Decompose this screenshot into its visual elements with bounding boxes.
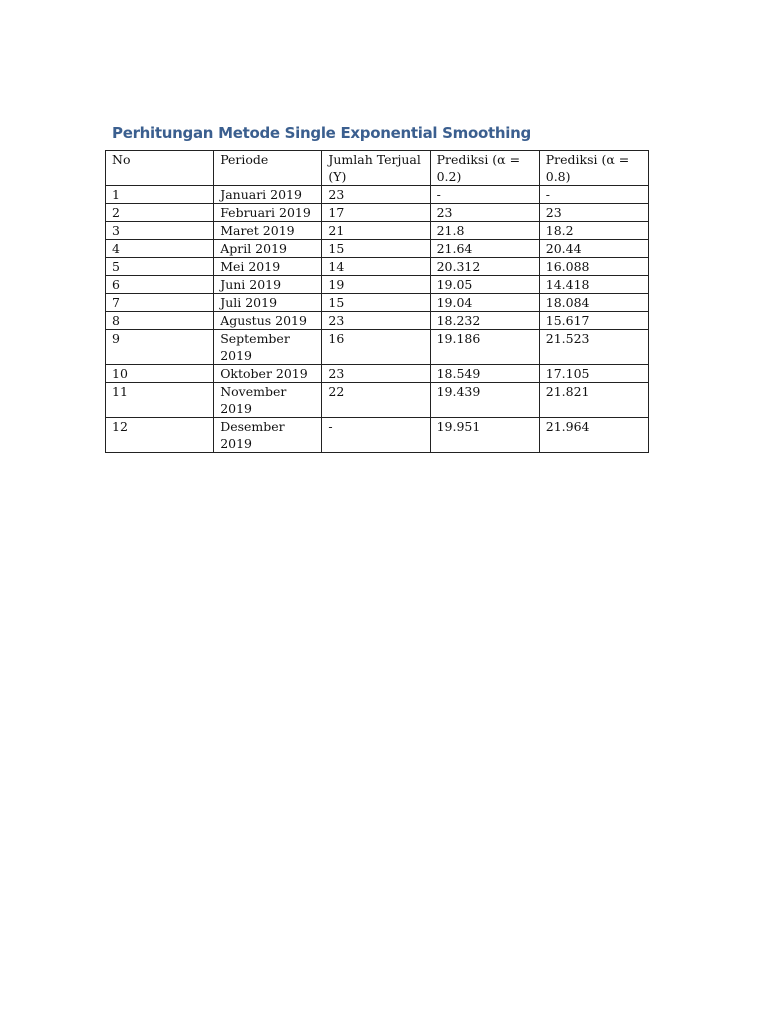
cell-no: 10 bbox=[106, 365, 214, 383]
table-row bbox=[106, 418, 649, 453]
cell-jumlah: 15 bbox=[322, 294, 430, 312]
cell-prediksi-08: 18.2 bbox=[539, 222, 648, 240]
cell-prediksi-08: 21.821 bbox=[539, 383, 648, 418]
cell-no: 5 bbox=[106, 258, 214, 276]
cell-jumlah: 16 bbox=[322, 330, 430, 365]
cell-prediksi-08: 17.105 bbox=[539, 365, 648, 383]
cell-jumlah: 15 bbox=[322, 240, 430, 258]
cell-jumlah: 17 bbox=[322, 204, 430, 222]
cell-prediksi-08: - bbox=[539, 186, 648, 204]
header-periode: Periode bbox=[214, 151, 322, 186]
table-row bbox=[106, 222, 649, 240]
cell-no: 3 bbox=[106, 222, 214, 240]
cell-jumlah: 22 bbox=[322, 383, 430, 418]
cell-prediksi-08: 16.088 bbox=[539, 258, 648, 276]
table-row bbox=[106, 204, 649, 222]
smoothing-table bbox=[105, 150, 649, 453]
cell-no: 2 bbox=[106, 204, 214, 222]
table-row bbox=[106, 365, 649, 383]
cell-periode: Juli 2019 bbox=[214, 294, 322, 312]
cell-prediksi-08: 20.44 bbox=[539, 240, 648, 258]
cell-prediksi-08: 21.964 bbox=[539, 418, 648, 453]
cell-periode: September 2019 bbox=[214, 330, 322, 365]
cell-prediksi-02: 19.05 bbox=[430, 276, 539, 294]
cell-jumlah: 14 bbox=[322, 258, 430, 276]
table-header-row bbox=[106, 151, 649, 186]
page-title: Perhitungan Metode Single Exponential Smoothing bbox=[112, 124, 531, 142]
cell-jumlah: 19 bbox=[322, 276, 430, 294]
table-row bbox=[106, 240, 649, 258]
cell-periode: Juni 2019 bbox=[214, 276, 322, 294]
cell-no: 12 bbox=[106, 418, 214, 453]
table-row bbox=[106, 383, 649, 418]
cell-periode: Mei 2019 bbox=[214, 258, 322, 276]
cell-periode: Januari 2019 bbox=[214, 186, 322, 204]
header-prediksi-alpha-02: Prediksi (α = 0.2) bbox=[430, 151, 539, 186]
cell-prediksi-02: 19.951 bbox=[430, 418, 539, 453]
cell-periode: April 2019 bbox=[214, 240, 322, 258]
cell-prediksi-02: 20.312 bbox=[430, 258, 539, 276]
cell-no: 6 bbox=[106, 276, 214, 294]
cell-prediksi-02: - bbox=[430, 186, 539, 204]
cell-prediksi-08: 21.523 bbox=[539, 330, 648, 365]
cell-no: 1 bbox=[106, 186, 214, 204]
cell-prediksi-02: 21.8 bbox=[430, 222, 539, 240]
cell-no: 9 bbox=[106, 330, 214, 365]
header-prediksi-alpha-08: Prediksi (α = 0.8) bbox=[539, 151, 648, 186]
cell-prediksi-02: 18.232 bbox=[430, 312, 539, 330]
cell-prediksi-02: 19.04 bbox=[430, 294, 539, 312]
cell-prediksi-02: 19.186 bbox=[430, 330, 539, 365]
cell-periode: November 2019 bbox=[214, 383, 322, 418]
cell-periode: Agustus 2019 bbox=[214, 312, 322, 330]
header-jumlah-terjual: Jumlah Terjual (Y) bbox=[322, 151, 430, 186]
table-row bbox=[106, 294, 649, 312]
cell-prediksi-02: 19.439 bbox=[430, 383, 539, 418]
cell-periode: Februari 2019 bbox=[214, 204, 322, 222]
table-row bbox=[106, 276, 649, 294]
cell-prediksi-08: 14.418 bbox=[539, 276, 648, 294]
cell-jumlah: 23 bbox=[322, 312, 430, 330]
cell-jumlah: 23 bbox=[322, 186, 430, 204]
cell-no: 7 bbox=[106, 294, 214, 312]
cell-periode: Desember 2019 bbox=[214, 418, 322, 453]
cell-prediksi-02: 23 bbox=[430, 204, 539, 222]
cell-prediksi-02: 21.64 bbox=[430, 240, 539, 258]
cell-prediksi-08: 15.617 bbox=[539, 312, 648, 330]
cell-jumlah: 23 bbox=[322, 365, 430, 383]
cell-prediksi-08: 18.084 bbox=[539, 294, 648, 312]
cell-periode: Oktober 2019 bbox=[214, 365, 322, 383]
table-row bbox=[106, 186, 649, 204]
cell-no: 8 bbox=[106, 312, 214, 330]
header-no: No bbox=[106, 151, 214, 186]
table-row bbox=[106, 312, 649, 330]
cell-jumlah: 21 bbox=[322, 222, 430, 240]
cell-no: 11 bbox=[106, 383, 214, 418]
cell-no: 4 bbox=[106, 240, 214, 258]
cell-prediksi-02: 18.549 bbox=[430, 365, 539, 383]
table-row bbox=[106, 330, 649, 365]
cell-periode: Maret 2019 bbox=[214, 222, 322, 240]
cell-jumlah: - bbox=[322, 418, 430, 453]
cell-prediksi-08: 23 bbox=[539, 204, 648, 222]
table-row bbox=[106, 258, 649, 276]
